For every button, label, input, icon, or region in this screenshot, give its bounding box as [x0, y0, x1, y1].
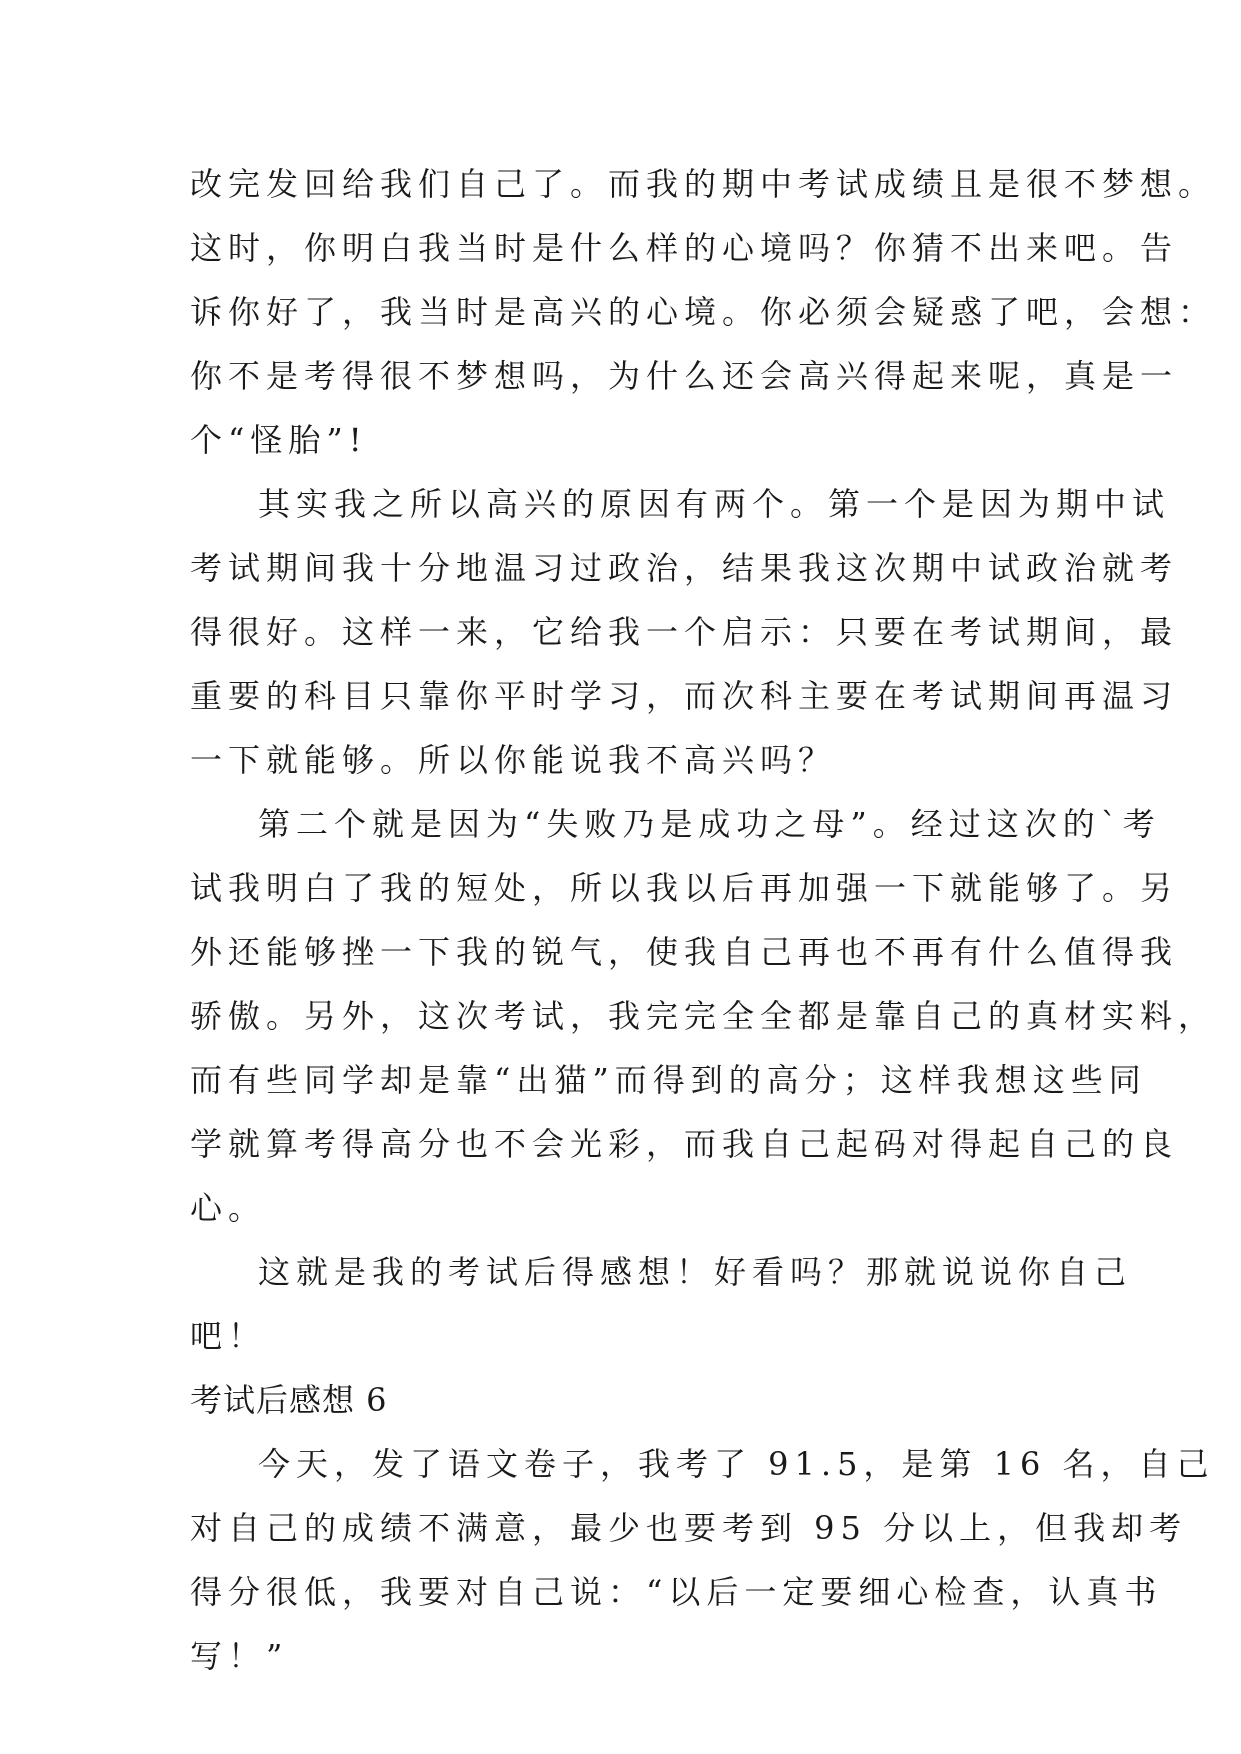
text-line: 得分很低，我要对自己说：“以后一定要细心检查，认真书 [190, 1573, 1163, 1611]
section-heading: 考试后感想 6 [190, 1381, 388, 1419]
text-line: 重要的科目只靠你平时学习，而次科主要在考试期间再温习 [190, 677, 1179, 715]
text-line: 学就算考得高分也不会光彩，而我自己起码对得起自己的良 [190, 1125, 1179, 1163]
text-line: 对自己的成绩不满意，最少也要考到 95 分以上，但我却考 [190, 1509, 1188, 1547]
text-line: 而有些同学却是靠“出猫”而得到的高分；这样我想这些同 [190, 1061, 1147, 1099]
text-line: 试我明白了我的短处，所以我以后再加强一下就能够了。另 [190, 869, 1179, 907]
text-line: 一下就能够。所以你能说我不高兴吗？ [190, 741, 837, 779]
paragraph-start-line: 今天，发了语文卷子，我考了 91.5，是第 16 名，自己 [258, 1445, 1215, 1483]
text-line: 改完发回给我们自己了。而我的期中考试成绩且是很不梦想。 [190, 165, 1217, 203]
text-line: 这时，你明白我当时是什么样的心境吗？你猜不出来吧。告 [190, 229, 1179, 267]
document-page [190, 152, 1217, 1688]
text-line: 骄傲。另外，这次考试，我完完全全都是靠自己的真材实料， [190, 997, 1217, 1035]
text-line: 你不是考得很不梦想吗，为什么还会高兴得起来呢，真是一 [190, 357, 1179, 395]
paragraph-start-line: 其实我之所以高兴的原因有两个。第一个是因为期中试 [258, 485, 1171, 523]
paragraph-start-line: 第二个就是因为“失败乃是成功之母”。经过这次的`考 [258, 805, 1161, 843]
text-line: 考试期间我十分地温习过政治，结果我这次期中试政治就考 [190, 549, 1179, 587]
text-line: 吧！ [190, 1317, 267, 1355]
paragraph-start-line: 这就是我的考试后得感想！好看吗？那就说说你自己 [258, 1253, 1133, 1291]
text-line: 个“怪胎”! [190, 421, 368, 459]
text-line: 诉你好了，我当时是高兴的心境。你必须会疑惑了吧，会想： [190, 293, 1217, 331]
text-line: 写！” [190, 1637, 289, 1675]
text-line: 心。 [190, 1189, 267, 1227]
text-line: 得很好。这样一来，它给我一个启示：只要在考试期间，最 [190, 613, 1179, 651]
text-line: 外还能够挫一下我的锐气，使我自己再也不再有什么值得我 [190, 933, 1179, 971]
